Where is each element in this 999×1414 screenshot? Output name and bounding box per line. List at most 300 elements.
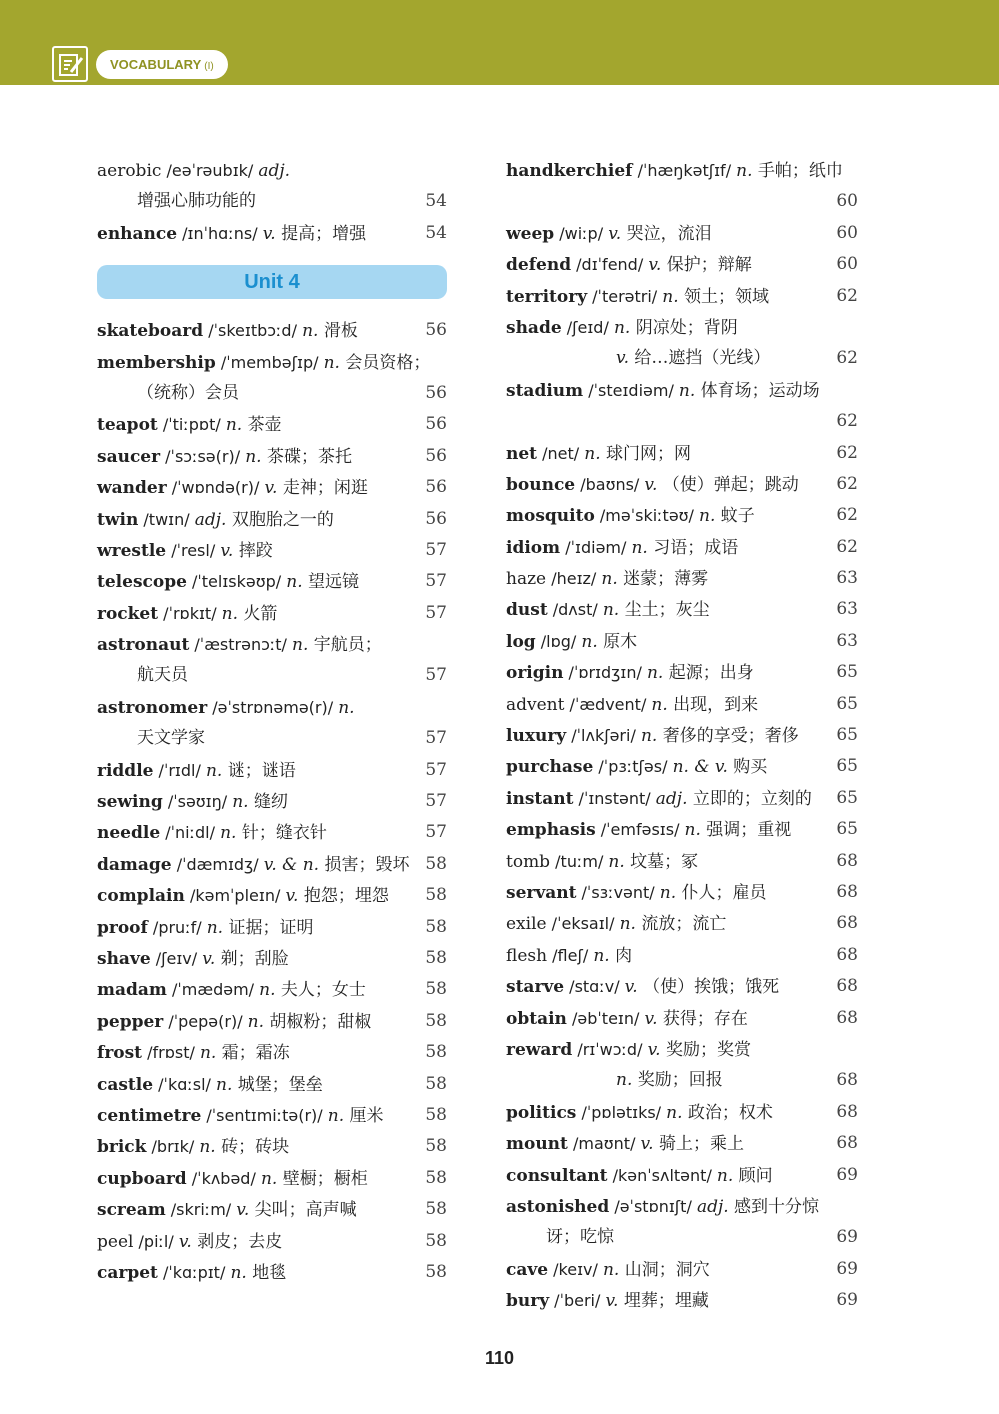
page-ref: 68 — [836, 976, 858, 997]
headword: saucer — [97, 446, 161, 467]
part-of-speech: n. — [593, 945, 610, 966]
definition: 保护；辩解 — [661, 255, 752, 276]
definition: （统称）会员 — [137, 382, 239, 403]
page-ref: 62 — [836, 442, 858, 463]
page-ref: 57 — [425, 759, 447, 780]
phonetic: /kənˈsʌltənt/ — [607, 1165, 717, 1185]
definition: 地毯 — [246, 1262, 287, 1283]
vocab-entry — [506, 1097, 858, 1128]
vocab-entry — [506, 940, 858, 971]
page-ref: 57 — [425, 791, 447, 812]
headword: consultant — [506, 1165, 608, 1186]
page-ref: 68 — [836, 1133, 858, 1154]
vocab-entry — [97, 943, 447, 974]
definition: 证据；证明 — [223, 917, 314, 938]
vocab-entry — [506, 908, 858, 939]
phonetic: /tuːm/ — [550, 851, 609, 871]
phonetic: /ʃeɪd/ — [561, 317, 614, 337]
page-ref: 58 — [425, 1042, 447, 1063]
part-of-speech: n. — [640, 726, 658, 747]
phonetic: /ˈtelɪskəʊp/ — [186, 572, 287, 592]
part-of-speech: n. — [613, 317, 631, 338]
left-column — [97, 155, 447, 1288]
right-column — [506, 155, 858, 1316]
page-number: 110 — [484, 1348, 515, 1368]
page-ref: 63 — [836, 599, 858, 620]
part-of-speech: v. — [262, 223, 276, 244]
headword: luxury — [506, 726, 567, 747]
definition: 给…遮挡（光线） — [629, 348, 771, 369]
headword: bury — [506, 1291, 550, 1312]
headword: madam — [97, 980, 167, 1001]
phonetic: /skriːm/ — [165, 1200, 237, 1220]
phonetic: /rɪˈwɔːd/ — [572, 1039, 648, 1059]
vocab-entry — [97, 755, 447, 786]
definition: 摔跤 — [233, 540, 273, 561]
page-ref: 58 — [425, 1073, 447, 1094]
phonetic: /ˈpɒlətɪks/ — [576, 1102, 667, 1122]
part-of-speech: n. — [221, 603, 239, 624]
phonetic: /eəˈrəubɪk/ — [161, 161, 259, 180]
part-of-speech: n. — [662, 286, 679, 307]
phonetic: /ˈberi/ — [549, 1291, 606, 1311]
vocab-entry — [506, 1160, 858, 1191]
page-ref: 57 — [425, 539, 447, 560]
headword: skateboard — [97, 321, 204, 342]
definition: 立即的；立刻的 — [687, 788, 812, 809]
part-of-speech: n. — [199, 1137, 216, 1158]
part-of-speech: n. — [631, 537, 648, 558]
page-ref: 69 — [836, 1290, 858, 1311]
definition: 航天员 — [137, 665, 188, 686]
vocab-entry — [97, 409, 447, 440]
phonetic: /ˈpɜːtʃəs/ — [593, 757, 673, 777]
vocab-entry — [97, 629, 447, 660]
definition: 滑板 — [318, 321, 358, 342]
definition: 砖；砖块 — [215, 1137, 290, 1158]
vocab-entry — [506, 1222, 858, 1253]
vocab-entry — [506, 249, 858, 280]
part-of-speech: n. & v. — [672, 757, 728, 778]
vocab-entry — [506, 1254, 858, 1285]
page-ref: 58 — [425, 1261, 447, 1282]
page-ref: 68 — [836, 1101, 858, 1122]
page-ref: 68 — [836, 944, 858, 965]
vocab-entry — [506, 532, 858, 563]
vocab-entry — [97, 786, 447, 817]
part-of-speech: n. — [220, 823, 237, 844]
vocab-entry — [506, 438, 858, 469]
definition: 体育场；运动场 — [695, 380, 820, 401]
phonetic: /ˈlʌkʃəri/ — [566, 726, 641, 746]
phonetic: /stɑːv/ — [564, 977, 625, 997]
phonetic: /ˈskeɪtbɔːd/ — [203, 321, 303, 341]
page-ref: 63 — [836, 630, 858, 651]
phonetic: /ˈmædəm/ — [166, 980, 260, 1000]
definition: 领土；领域 — [678, 286, 770, 307]
phonetic: /ˈsəʊɪŋ/ — [162, 792, 233, 812]
part-of-speech: n. — [684, 820, 701, 841]
page-ref: 65 — [836, 756, 858, 777]
phonetic: /dʌst/ — [547, 600, 603, 620]
phonetic: /ˈɒrɪdʒɪn/ — [563, 663, 647, 683]
headword: net — [506, 443, 538, 464]
section-label: VOCABULARY (I) — [96, 50, 228, 79]
part-of-speech: n. — [260, 1168, 278, 1189]
page-ref: 58 — [425, 1167, 447, 1188]
phonetic: /ˈɪdiəm/ — [560, 537, 632, 557]
vocab-entry — [97, 378, 447, 409]
definition: 政治；权术 — [682, 1102, 773, 1123]
headword: handkerchief — [506, 161, 633, 181]
definition: 剃；刮脸 — [215, 948, 289, 969]
vocab-entry — [506, 1191, 858, 1222]
vocab-entry — [97, 218, 447, 249]
headword: scream — [97, 1200, 166, 1221]
part-of-speech: n. — [302, 321, 319, 342]
definition: 尖叫；高声喊 — [249, 1200, 357, 1221]
vocab-entry — [97, 660, 447, 691]
phonetic: /əˈstrɒnəmə(r)/ — [207, 697, 339, 717]
definition: 谜；谜语 — [222, 760, 296, 781]
phonetic: /frɒst/ — [142, 1043, 200, 1063]
phonetic: /məˈskiːtəʊ/ — [594, 506, 700, 526]
vocab-entry — [506, 1034, 858, 1065]
page-ref: 65 — [836, 662, 858, 683]
headword: needle — [97, 823, 161, 844]
part-of-speech: n. — [646, 663, 664, 684]
definition: 习语；成语 — [647, 537, 739, 558]
phonetic: /net/ — [537, 443, 585, 463]
page-ref: 69 — [836, 1227, 858, 1248]
page-ref: 56 — [425, 382, 447, 403]
phonetic: /ˈwɒndə(r)/ — [166, 478, 265, 498]
page-ref: 56 — [425, 445, 447, 466]
headword: defend — [506, 255, 572, 276]
headword: exile — [506, 914, 547, 935]
definition: 茶碟；茶托 — [261, 446, 352, 467]
phonetic: /twɪn/ — [138, 509, 195, 529]
vocab-entry — [97, 315, 447, 346]
phonetic: /ˈdæmɪdʒ/ — [171, 854, 264, 874]
part-of-speech: n. — [608, 851, 625, 872]
part-of-speech: v. — [644, 1008, 658, 1029]
definition: 火箭 — [238, 603, 278, 624]
part-of-speech: n. — [666, 1102, 683, 1123]
phonetic: /ˈniːdl/ — [160, 823, 221, 843]
vocab-entry — [97, 566, 447, 597]
part-of-speech: n. — [601, 569, 618, 590]
vocab-entry — [97, 1163, 447, 1194]
vocab-entry — [97, 472, 447, 503]
phonetic: /ˈhæŋkətʃɪf/ — [632, 161, 737, 180]
vocab-entry — [97, 1194, 447, 1225]
vocab-entry — [97, 1100, 447, 1131]
vocab-entry — [97, 155, 447, 186]
part-of-speech: v. — [648, 255, 662, 276]
page-ref: 58 — [425, 853, 447, 874]
definition: 提高；增强 — [275, 223, 367, 244]
part-of-speech: adj. — [696, 1196, 729, 1217]
headword: shade — [506, 317, 562, 338]
headword: teapot — [97, 415, 158, 436]
page-ref: 57 — [425, 665, 447, 686]
page-ref: 69 — [836, 1164, 858, 1185]
vocab-entry — [506, 218, 858, 249]
headword: centimetre — [97, 1105, 202, 1126]
phonetic: /wiːp/ — [554, 223, 609, 243]
headword: purchase — [506, 757, 594, 778]
vocab-entry — [97, 1257, 447, 1288]
headword: astronomer — [97, 697, 208, 718]
part-of-speech: n. — [581, 631, 598, 652]
headword: tomb — [506, 851, 551, 872]
part-of-speech: v. — [640, 1134, 654, 1155]
vocab-entry — [506, 1128, 858, 1159]
vocab-entry — [506, 563, 858, 594]
headword: peel — [97, 1231, 134, 1252]
headword: haze — [506, 569, 547, 590]
vocab-entry — [97, 441, 447, 472]
headword: wander — [97, 478, 167, 499]
part-of-speech: v. — [178, 1231, 192, 1252]
headword: rocket — [97, 603, 159, 624]
part-of-speech: n. — [286, 572, 303, 593]
definition: 哭泣，流泪 — [621, 223, 712, 244]
headword: wrestle — [97, 540, 167, 561]
phonetic: /ˈsteɪdiəm/ — [583, 380, 679, 400]
vocab-entry — [506, 469, 858, 500]
part-of-speech: n. — [205, 760, 223, 781]
phonetic: /ˈeksaɪl/ — [546, 914, 620, 934]
headword: instant — [506, 788, 574, 809]
phonetic: /ˈæstrənɔːt/ — [189, 635, 293, 655]
part-of-speech: n. — [259, 980, 276, 1001]
definition: （使）弹起；跳动 — [657, 474, 799, 495]
headword: obtain — [506, 1008, 567, 1029]
definition: 奖励；回报 — [632, 1070, 723, 1091]
phonetic: /ˈemfəsɪs/ — [595, 820, 685, 840]
phonetic: /ˈsentɪmiːtə(r)/ — [201, 1105, 328, 1125]
headword: emphasis — [506, 820, 596, 841]
page-ref: 62 — [836, 505, 858, 526]
definition: 会员资格； — [339, 352, 431, 373]
headword: politics — [506, 1102, 577, 1123]
headword: membership — [97, 352, 216, 373]
page-ref: 54 — [425, 222, 447, 243]
page-ref: 56 — [425, 477, 447, 498]
vocab-entry — [506, 1065, 858, 1096]
page-ref: 65 — [836, 819, 858, 840]
vocab-entry — [506, 281, 858, 312]
part-of-speech: n. — [247, 1011, 265, 1032]
headword: log — [506, 631, 536, 652]
headword: proof — [97, 917, 148, 938]
vocab-entry — [506, 751, 858, 782]
page-ref: 58 — [425, 1010, 447, 1031]
headword: sewing — [97, 792, 163, 813]
part-of-speech: v. — [202, 948, 216, 969]
page-ref: 68 — [836, 850, 858, 871]
part-of-speech: v. — [285, 886, 299, 907]
part-of-speech: n. — [699, 506, 716, 527]
definition: 迷蒙；薄雾 — [617, 569, 709, 590]
page-ref: 62 — [836, 285, 858, 306]
phonetic: /ˈædvent/ — [564, 694, 652, 714]
definition: 球门网；网 — [600, 443, 692, 464]
page-ref: 56 — [425, 414, 447, 435]
page-ref: 68 — [836, 881, 858, 902]
headword: damage — [97, 854, 172, 875]
definition: 尘土；灰尘 — [619, 600, 710, 621]
definition: 走神；闲逛 — [277, 478, 368, 499]
headword: astronaut — [97, 635, 190, 656]
definition: 壁橱；橱柜 — [277, 1168, 368, 1189]
definition: 胡椒粉；甜椒 — [264, 1011, 372, 1032]
phonetic: /ˈrɒkɪt/ — [158, 603, 222, 623]
phonetic: /brɪk/ — [146, 1137, 200, 1157]
page-ref: 58 — [425, 1230, 447, 1251]
part-of-speech: v. — [605, 1291, 619, 1312]
page-ref: 69 — [836, 1258, 858, 1279]
definition: 损害；毁坏 — [319, 854, 410, 875]
page-ref: 62 — [836, 411, 858, 432]
part-of-speech: v. — [616, 348, 629, 369]
headword: reward — [506, 1039, 573, 1060]
page-ref: 58 — [425, 947, 447, 968]
vocab-entry — [97, 723, 447, 754]
vocab-entry — [506, 877, 858, 908]
vocab-entry — [97, 186, 447, 217]
vocab-entry — [97, 535, 447, 566]
vocab-entry — [97, 974, 447, 1005]
definition: 缝纫 — [248, 792, 288, 813]
headword: stadium — [506, 380, 584, 401]
phonetic: /piːl/ — [133, 1231, 179, 1251]
notebook-pencil-icon — [52, 46, 88, 82]
definition: 仆人；雇员 — [676, 882, 767, 903]
headword: enhance — [97, 223, 178, 244]
definition: 获得；存在 — [657, 1008, 748, 1029]
phonetic: /əbˈteɪn/ — [566, 1008, 645, 1028]
page-ref: 60 — [836, 222, 858, 243]
part-of-speech: adj. — [258, 161, 291, 181]
vocab-entry — [97, 849, 447, 880]
part-of-speech: n. — [338, 697, 355, 718]
vocab-entry — [506, 971, 858, 1002]
page-ref: 57 — [425, 728, 447, 749]
part-of-speech: n. — [716, 1165, 734, 1186]
definition: 针；缝衣针 — [236, 823, 327, 844]
definition: 购买 — [727, 757, 768, 778]
phonetic: /əˈstɒnɪʃt/ — [609, 1196, 697, 1216]
page-ref: 58 — [425, 1199, 447, 1220]
part-of-speech: v. — [264, 478, 278, 499]
part-of-speech: n. — [619, 914, 636, 935]
phonetic: /ˈkɑːpɪt/ — [157, 1262, 231, 1282]
vocab-entry — [506, 720, 858, 751]
headword: territory — [506, 286, 588, 307]
headword: flesh — [506, 945, 548, 966]
phonetic: /ˈɪnstənt/ — [573, 788, 656, 808]
phonetic: /ˈtiːpɒt/ — [157, 415, 226, 435]
vocab-entry — [506, 626, 858, 657]
vocab-entry — [506, 1285, 858, 1316]
headword: frost — [97, 1043, 143, 1064]
page-ref: 65 — [836, 693, 858, 714]
phonetic: /heɪz/ — [546, 569, 602, 589]
definition: 蚊子 — [715, 506, 755, 527]
phonetic: /ˈpepə(r)/ — [163, 1011, 248, 1031]
vocab-entry — [97, 1069, 447, 1100]
part-of-speech: n. — [323, 352, 340, 373]
part-of-speech: n. — [216, 1074, 233, 1095]
phonetic: /ˈresl/ — [166, 540, 221, 560]
headword: dust — [506, 600, 548, 621]
vocab-entry — [97, 347, 447, 378]
part-of-speech: n. — [245, 446, 262, 467]
part-of-speech: n. — [616, 1070, 633, 1091]
headword: mount — [506, 1134, 568, 1155]
definition: 骑上；乘上 — [653, 1134, 744, 1155]
definition: 强调；重视 — [700, 820, 792, 841]
definition: 茶壶 — [242, 415, 282, 436]
phonetic: /pruːf/ — [147, 917, 207, 937]
definition: 望远镜 — [302, 572, 360, 593]
vocab-entry — [506, 689, 858, 720]
page-ref: 54 — [425, 191, 447, 212]
headword: riddle — [97, 760, 154, 781]
headword: complain — [97, 886, 185, 907]
definition: 手帕；纸巾 — [752, 161, 843, 181]
headword: origin — [506, 663, 564, 684]
definition: 天文学家 — [137, 728, 205, 749]
vocab-entry — [97, 692, 447, 723]
page-ref: 68 — [836, 1070, 858, 1091]
headword: astonished — [506, 1196, 610, 1217]
vocab-entry — [506, 594, 858, 625]
unit-heading: Unit 4 — [97, 265, 447, 299]
definition: 肉 — [609, 945, 633, 966]
headword: starve — [506, 977, 565, 998]
headword: advent — [506, 694, 565, 715]
phonetic: /fleʃ/ — [547, 945, 594, 965]
definition: 奢侈的享受；奢侈 — [657, 726, 799, 747]
page-ref: 56 — [425, 508, 447, 529]
phonetic: /baʊns/ — [575, 474, 645, 494]
vocab-entry — [506, 186, 858, 217]
definition: 起源；出身 — [663, 663, 754, 684]
headword: castle — [97, 1074, 154, 1095]
definition: 增强心肺功能的 — [137, 191, 256, 212]
page-ref: 62 — [836, 536, 858, 557]
definition: 顾问 — [733, 1165, 773, 1186]
definition: 坟墓；冢 — [624, 851, 699, 872]
vocab-entry — [97, 1006, 447, 1037]
part-of-speech: n. — [327, 1105, 345, 1126]
part-of-speech: n. — [225, 415, 243, 436]
phonetic: /kəmˈpleɪn/ — [184, 886, 286, 906]
page-ref: 60 — [836, 254, 858, 275]
page-ref: 57 — [425, 602, 447, 623]
definition: 奖励；奖赏 — [660, 1039, 751, 1060]
page-ref: 62 — [836, 473, 858, 494]
definition: 厘米 — [344, 1105, 384, 1126]
part-of-speech: v. — [236, 1200, 250, 1221]
part-of-speech: n. — [230, 1262, 247, 1283]
page-ref: 62 — [836, 348, 858, 369]
part-of-speech: v. — [608, 223, 622, 244]
